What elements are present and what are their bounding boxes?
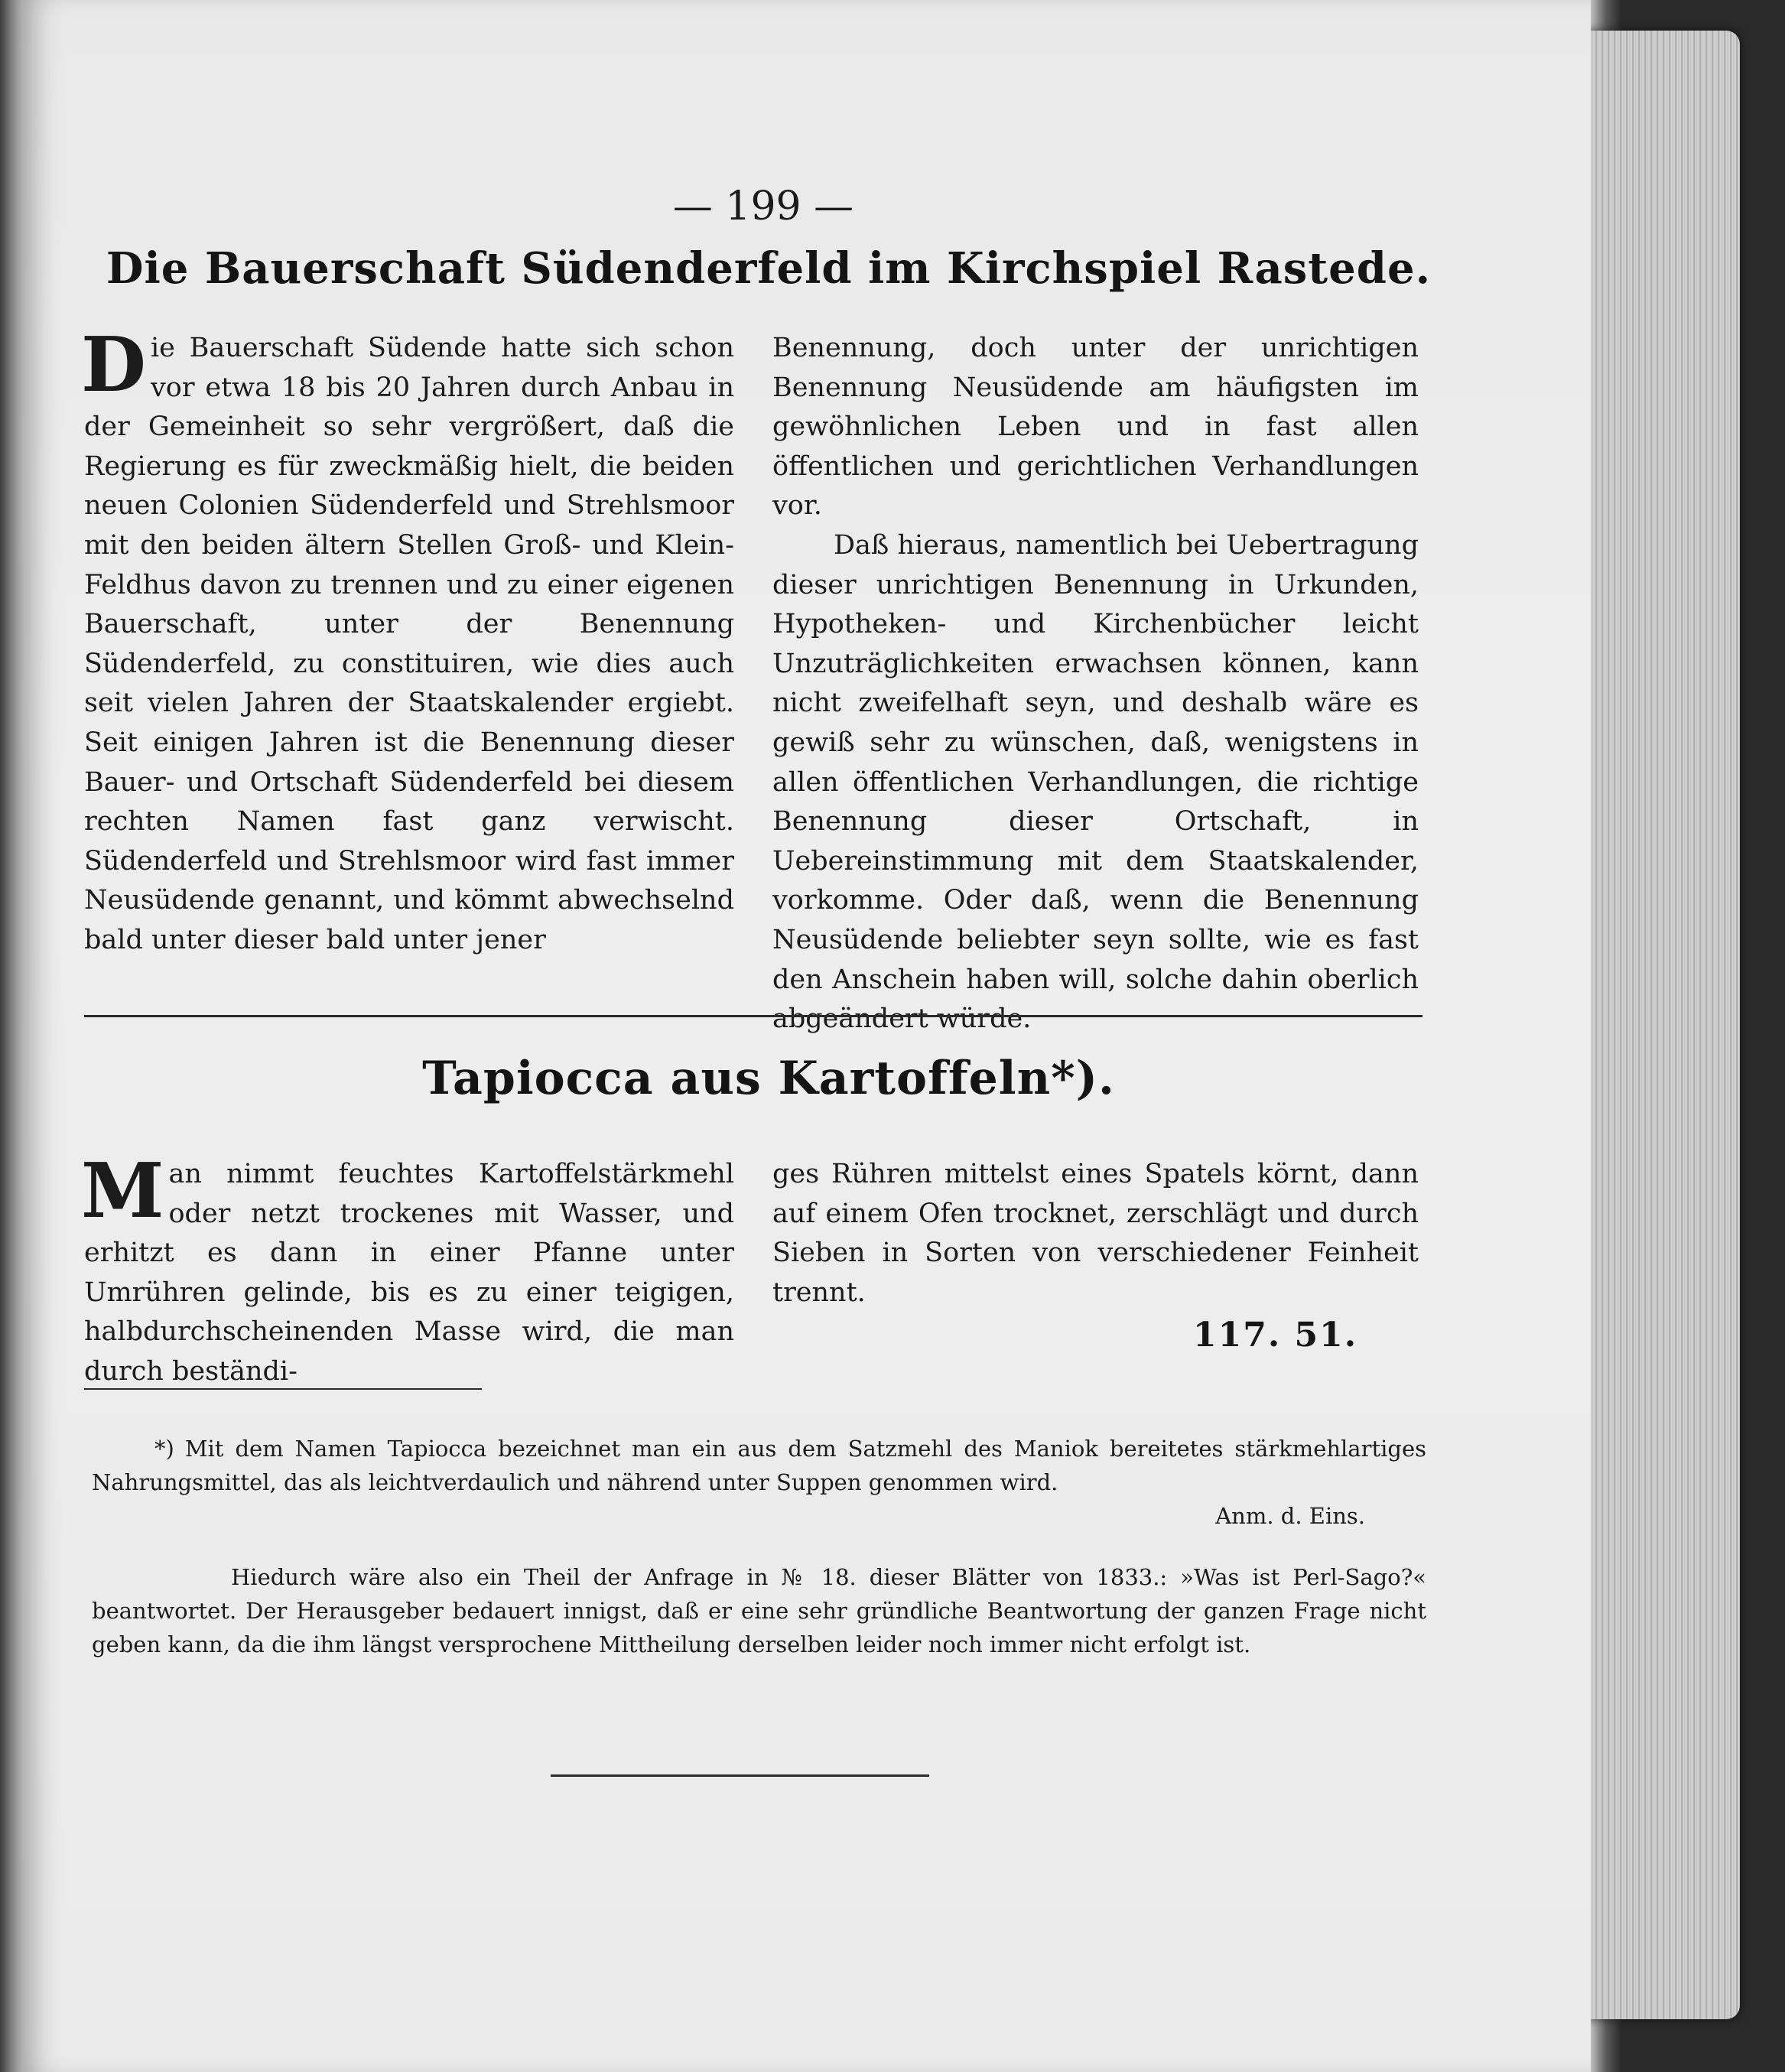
article-1-col1-text: ie Bauerschaft Südende hatte sich schon vor etwa 18 bis 20 Jahren durch Anbau in der Gemeinheit so sehr vergrößert, daß die Regierung es für zweckmäßig hielt, die beiden neuen Colonien Südenderfeld und Strehlsmoor mit den beiden ältern Stellen Groß- und Klein-Feldhus davon zu trennen und zu einer eigenen Bauerschaft, unter der Benennung Südenderfeld, zu constituiren, wie dies auch seit vielen Jahren der Staatskalender ergiebt. Seit einigen Jahren ist die Benennung dieser Bauer- und Ortschaft Südenderfeld bei diesem rechten Namen fast ganz verwischt. Südenderfeld und Strehlsmoor wird fast immer Neusüdende genannt, und kömmt abwechselnd bald unter dieser bald unter jener [84,333,734,955]
article-1-column-2 [772,329,1419,1039]
article-2-col1-text: an nimmt feuchtes Kartoffelstärkmehl oder netzt trockenes mit Wasser, und erhitzt es dann in einer Pfanne unter Umrühren gelinde, bis es zu einer teigigen, halbdurchscheinenden Masse wird, die man durch beständi- [84,1159,734,1387]
article-2-column-2 [772,1155,1419,1312]
footnote-mark: *) [154,1436,174,1462]
article-2-paragraph-1-cont: ges Rühren mittelst eines Spatels körnt, dann auf einem Ofen trocknet, zerschlägt und durch Sieben in Sorten von verschiedener Feinheit trennt. [772,1159,1419,1308]
footnote-text: Mit dem Namen Tapiocca bezeichnet man ein aus dem Satzmehl des Maniok bereitetes stärkmehlartiges Nahrungsmittel, das als leichtverdaulich und nährend unter Suppen genommen wird. [92,1436,1426,1495]
page-number: — 199 — [672,184,854,229]
article-1-paragraph-1-cont: Benennung, doch unter der unrichtigen Benennung Neusüdende am häufigsten im gewöhnlichen Leben und in fast allen öffentlichen und gerichtlichen Verhandlungen vor. [772,333,1419,522]
article-1-paragraph-2: Daß hieraus, namentlich bei Uebertragung dieser unrichtigen Benennung in Urkunden, Hypotheken- und Kirchenbücher leicht Unzuträglichkeiten erwachsen können, kann nicht zweifelhaft seyn, und deshalb wäre es gewiß sehr zu wünschen, daß, wenigstens in allen öffentlichen Verhandlungen, die richtige Benennung dieser Ortschaft, in Uebereinstimmung mit dem Staatskalender, vorkomme. Oder daß, wenn die Benennung Neusüdende beliebter seyn sollte, wie es fast den Anschein haben will, solche dahin oberlich abgeändert würde. [772,529,1419,1035]
section-divider [84,1015,1422,1017]
editor-note: Hiedurch wäre also ein Theil der Anfrage in № 18. dieser Blätter von 1833.: »Was ist Perl-Sago?« beantwortet. Der Herausgeber bedauert innigst, daß er eine sehr gründliche Beantwortung der ganzen Frage nicht geben kann, da die ihm längst versprochene Mittheilung derselben leider noch immer nicht erfolgt ist. [92,1564,1426,1657]
dropcap-m: M [81,1147,164,1235]
article-2-paragraph-1 [81,1147,734,1392]
footnote [92,1432,1426,1533]
article-2-title: Tapiocca aus Kartoffeln*). [422,1052,1115,1105]
end-rule [551,1774,929,1777]
article-2-signature: 117. 51. [1193,1316,1358,1355]
article-1-paragraph-1 [81,321,734,961]
article-2-column-1 [81,1147,734,1392]
dropcap-d: D [81,321,146,409]
article-1-column-1 [81,321,734,961]
footnote-signature: Anm. d. Eins. [1215,1503,1365,1529]
footnote-divider [84,1388,482,1390]
article-1-title: Die Bauerschaft Südenderfeld im Kirchspiel Rastede. [106,243,1432,294]
book-page-edges [1587,31,1740,2019]
